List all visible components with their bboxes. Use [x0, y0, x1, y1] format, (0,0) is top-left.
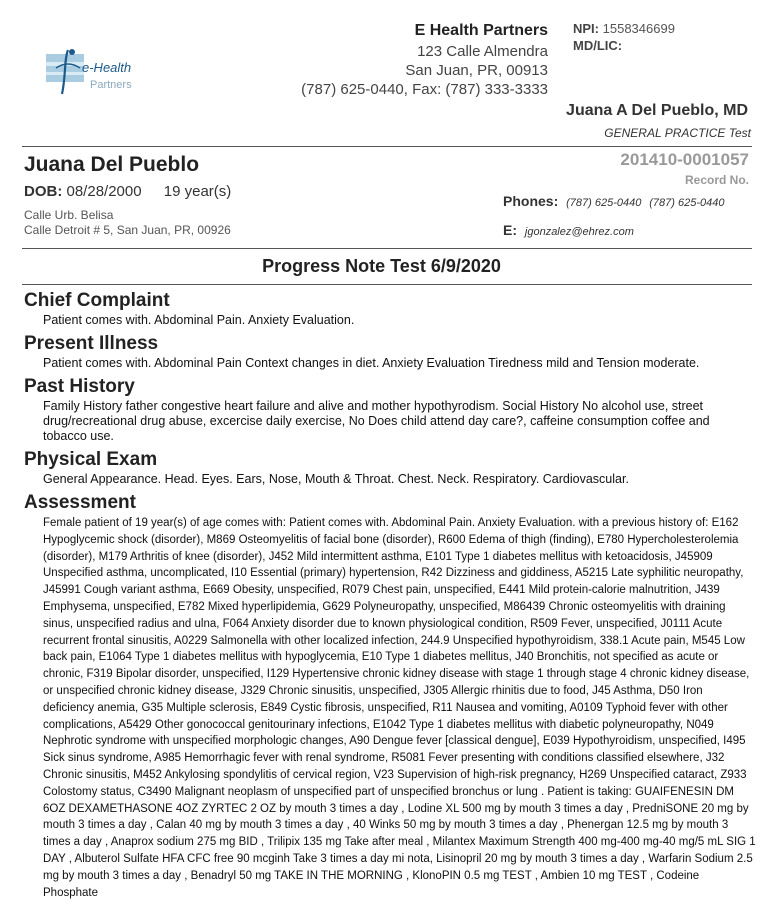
clinic-address-line1: 123 Calle Almendra: [417, 43, 548, 60]
past-history-heading: Past History: [24, 376, 135, 397]
note-title: Progress Note Test 6/9/2020: [262, 256, 501, 276]
record-number: 201410-0001057: [620, 150, 749, 169]
npi-label: NPI:: [573, 21, 599, 36]
title-divider: [22, 284, 752, 285]
patient-name: Juana Del Pueblo: [24, 153, 200, 176]
assessment-heading: Assessment: [24, 492, 136, 513]
phones-label: Phones:: [503, 193, 559, 209]
phone-1: (787) 625-0440: [566, 197, 642, 209]
clinic-logo-graphic: [46, 46, 151, 98]
record-number-label: Record No.: [684, 173, 749, 187]
mdlic-label: MD/LIC:: [573, 38, 623, 53]
doctor-specialty: GENERAL PRACTICE Test: [604, 126, 751, 140]
patient-age: 19 year(s): [163, 183, 232, 200]
patient-dob-row: [24, 183, 231, 200]
note-body: [24, 289, 756, 901]
chief-complaint-text: Patient comes with. Abdominal Pain. Anxiety Evaluation.: [43, 313, 355, 327]
doctor-name: Juana A Del Pueblo, MD: [566, 102, 748, 119]
phone-2: (787) 625-0440: [649, 197, 725, 209]
dob-value: 08/28/2000: [66, 183, 142, 200]
physical-exam-heading: Physical Exam: [24, 449, 158, 470]
present-illness-text: Patient comes with. Abdominal Pain Context changes in diet. Anxiety Evaluation Tiredness mild and Tension moderate.: [43, 356, 700, 370]
email-label: E:: [503, 222, 517, 238]
patient-email-row: [503, 222, 634, 238]
physical-exam-text: General Appearance. Head. Eyes. Ears, Nose, Mouth & Throat. Chest. Neck. Respiratory. Cardiovascular.: [43, 472, 629, 486]
clinic-address-line2: San Juan, PR, 00913: [405, 62, 548, 79]
patient-address: [24, 208, 231, 238]
clinic-info: [301, 20, 548, 99]
assessment-text: Female patient of 19 year(s) of age comes with: Patient comes with. Abdominal Pain. Anxiety Evaluation. with a previous history of: E162 Hypoglycemic shock (disorder), M869 Osteomyelitis of facial bone (disorder), R600 Edema of thigh (finding), E780 Hypercholesterolemia (disorder), M179 Arthritis of knee (disorder), J452 Mild intermittent asthma, E101 Type 1 diabetes mellitus with ketoacidosis, J45909 Unspecified asthma, uncomplicated, I10 Essential (primary) hypertension, R42 Dizziness and giddiness, A5215 Late syphilitic neuropathy, J45991 Cough variant asthma, E669 Obesity, unspecified, R079 Chest pain, unspecified, E441 Mild protein-calorie malnutrition, J439 Emphysema, unspecified, E782 Mixed hyperlipidemia, G629 Polyneuropathy, unspecified, M86439 Chronic osteomyelitis with draining sinus, unspecified radius and ulna, F064 Anxiety disorder due to known physiological condition, R509 Fever, unspecified, J0111 Acute recurrent frontal sinusitis, A0229 Salmonella with other localized infection, 244.9 Unspecified hypothyroidism, 338.1 Acute pain, M545 Low back pain, E1064 Type 1 diabetes mellitus with hypoglycemia, E10 Type 1 diabetes mellitus, J40 Bronchitis, not specified as acute or chronic, F319 Bipolar disorder, unspecified, I129 Hypertensive chronic kidney disease with stage 1 through stage 4 chronic kidney disease, or unspecified chronic kidney disease, J329 Chronic sinusitis, unspecified, J305 Allergic rhinitis due to food, J45 Asthma, D50 Iron deficiency anemia, G35 Multiple sclerosis, E849 Cystic fibrosis, unspecified, R11 Nausea and vomiting, A0109 Typhoid fever with other complications, A5429 Other gonococcal genitourinary infections, E1042 Type 1 diabetes mellitus with diabetic polyneuropathy, N049 Nephrotic syndrome with unspecified morphologic changes, A90 Dengue fever [classical dengue], E039 Hypothyroidism, unspecified, I495 Sick sinus syndrome, A985 Hemorrhagic fever with renal syndrome, R5081 Fever presenting with conditions classified elsewhere, J32 Chronic sinusitis, M452 Ankylosing spondylitis of cervical region, V23 Supervision of high-risk pregnancy, H269 Unspecified cataract, Z933 Colostomy status, C3490 Malignant neoplasm of unspecified part of unspecified bronchus or lung . Patient is taking: GUAIFENESIN DM 6OZ DEXAMETHASONE 4OZ ZYRTEC 2 OZ by mouth 3 times a day , Lodine XL 500 mg by mouth 3 times a day , PredniSONE 20 mg by mouth 3 times a day , Calan 40 mg by mouth 3 times a day , 40 Winks 50 mg by mouth 3 times a day , Phenergan 12.5 mg by mouth 3 times a day , Anaprox sodium 275 mg BID , Trilipix 135 mg Take after meal , Milantex Maximum Strength 400 mg-400 mg-40 mg/5 mL SIG 1 DAY , Albuterol Sulfate HFA CFC free 90 mcginh Take 3 times a day mi nota, Lisinopril 20 mg by mouth 3 times a day , Warfarin Sodium 2.5 mg by mouth 3 times a day , Benadryl 50 mg TAKE IN THE MORNING , KlonoPIN 0.5 mg TEST , Ambien 10 mg TEST , Codeine Phosphate: [43, 517, 756, 899]
npi-value: 1558346699: [602, 21, 675, 36]
patient-phones: [503, 193, 724, 209]
clinic-logo: [46, 46, 151, 98]
past-history-text: Family History father congestive heart failure and alive and mother hypothyrodism. Social History No alcohol use, street drug/recreational drug abuse, excercise daily exercise, No Does child attend day care?, caffeine consumption coffee and tobacco use.: [43, 399, 710, 443]
header-divider: [22, 146, 752, 147]
present-illness-heading: Present Illness: [24, 333, 159, 354]
patient-address-line1: Calle Urb. Belisa: [24, 208, 114, 222]
patient-divider: [22, 248, 752, 249]
dob-label: DOB:: [24, 183, 63, 200]
credentials-block: [573, 20, 675, 54]
patient-email: jgonzalez@ehrez.com: [524, 226, 634, 238]
logo-text-main: e-Health: [82, 60, 132, 75]
chief-complaint-heading: Chief Complaint: [24, 290, 170, 311]
clinic-name: E Health Partners: [414, 22, 548, 39]
logo-text-sub: Partners: [90, 79, 132, 91]
patient-address-line2: Calle Detroit # 5, San Juan, PR, 00926: [24, 223, 231, 237]
clinic-phone-fax: (787) 625-0440, Fax: (787) 333-3333: [301, 81, 548, 98]
